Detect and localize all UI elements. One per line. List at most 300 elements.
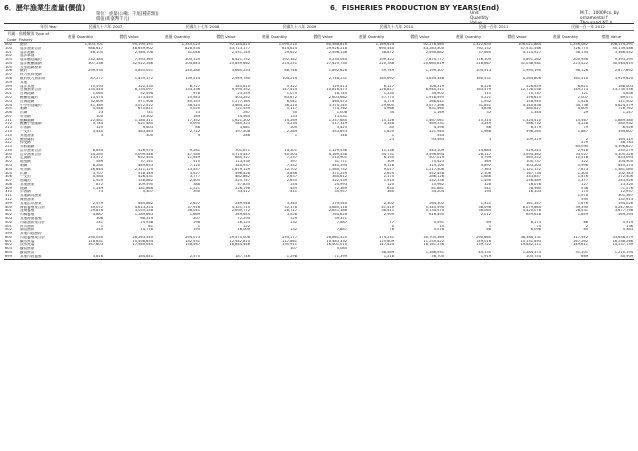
quantity-cell: 76 bbox=[389, 228, 394, 232]
row-type: 大型拖網漁業 bbox=[20, 65, 42, 69]
row-code: 222 bbox=[5, 141, 12, 145]
value-cell: 8,421,752 bbox=[231, 58, 250, 62]
value-cell: 249,946 bbox=[235, 201, 250, 205]
quantity-cell: 309 bbox=[387, 160, 394, 164]
quantity-cell: 3,528 bbox=[286, 213, 297, 217]
value-cell: 19,842,111 bbox=[520, 243, 542, 247]
quantity-cell: 32,609 bbox=[90, 99, 103, 103]
quantity-cell: 135,440 bbox=[88, 88, 103, 92]
value-cell: 7,393,365 bbox=[134, 58, 153, 62]
value-cell: 5,134,574 bbox=[425, 209, 444, 213]
quantity-cell: 77 bbox=[389, 220, 394, 224]
row-code: 000 bbox=[5, 42, 12, 46]
value-cell: 6,098 bbox=[530, 228, 542, 232]
quantity-cell: 85 bbox=[389, 126, 394, 130]
row-code: 206 bbox=[5, 111, 12, 115]
year-header: 民國一百一年 2012 bbox=[542, 24, 634, 31]
value-cell: 5,383 bbox=[622, 228, 634, 232]
quantity-cell: 204,120 bbox=[185, 58, 200, 62]
row-type: 扒網 bbox=[20, 111, 28, 115]
value-cell: 13,730,556 bbox=[612, 88, 634, 92]
value-cell: 403,242 bbox=[235, 95, 250, 99]
quantity-cell: 2 bbox=[585, 137, 589, 141]
value-cell: 4,321,715 bbox=[231, 205, 250, 209]
quantity-cell: 36,065 bbox=[478, 209, 491, 213]
quantity-cell: 306 bbox=[96, 216, 103, 220]
row-type: 遠洋單拖 bbox=[20, 54, 35, 58]
quantity-cell: 5,744 bbox=[92, 122, 103, 126]
value-cell: 1,918,955 bbox=[425, 95, 444, 99]
value-cell: 6,173 bbox=[530, 220, 542, 224]
value-cell: 1,257,685 bbox=[328, 118, 347, 122]
quantity-cell: 0 bbox=[391, 224, 394, 228]
quantity-cell: 4 bbox=[197, 133, 200, 137]
value-cell: 95,195,151 bbox=[132, 42, 153, 46]
row-code: 301 bbox=[5, 156, 12, 160]
quantity-cell: 255,177 bbox=[282, 235, 297, 239]
value-cell: 5,420,078 bbox=[522, 209, 542, 213]
value-header: 價值 Value bbox=[492, 31, 542, 43]
quantity-cell: 1,929 bbox=[92, 179, 103, 183]
value-cell: 1,121,122 bbox=[522, 167, 542, 171]
value-cell: 28,263,540 bbox=[132, 235, 153, 239]
quantity-cell: 31,046 bbox=[187, 50, 200, 54]
quantity-cell: 6,654 bbox=[92, 148, 103, 152]
quantity-cell: 4,966 bbox=[383, 107, 394, 111]
value-cell: 585,932 bbox=[618, 122, 634, 126]
value-cell: 741 bbox=[146, 111, 153, 115]
value-cell: 104,905 bbox=[618, 160, 634, 164]
value-cell: 517,319 bbox=[332, 122, 347, 126]
quantity-cell: 220,788 bbox=[379, 61, 394, 65]
value-cell: 13,031 bbox=[334, 114, 347, 118]
row-code: 107 bbox=[5, 73, 12, 77]
quantity-cell: 68 bbox=[486, 228, 491, 232]
value-cell: 34,902 bbox=[431, 92, 444, 96]
quantity-cell: 4,234 bbox=[286, 122, 297, 126]
row-type: 近海拖網 bbox=[20, 92, 35, 96]
quantity-cell: 133 bbox=[290, 114, 297, 118]
row-code: 102 bbox=[5, 54, 12, 58]
value-cell: 267 bbox=[243, 111, 250, 115]
value-cell: 303,203 bbox=[526, 164, 542, 167]
quantity-cell: 2,007 bbox=[577, 95, 589, 99]
quantity-cell: 290,050 bbox=[88, 235, 103, 239]
unit-quantity-amount: M.T.；1000Pcs. by ornamental f bbox=[580, 11, 619, 21]
row-code: 109 bbox=[5, 80, 12, 84]
quantity-cell: 37,916 bbox=[187, 205, 200, 209]
value-cell: 685,327 bbox=[235, 156, 250, 160]
quantity-cell: 1,345,025 bbox=[181, 42, 200, 46]
quantity-cell: 88 bbox=[195, 126, 200, 130]
value-cell: 131,913 bbox=[618, 198, 634, 202]
row-type: 其他漁業 bbox=[20, 133, 35, 137]
value-cell: 15 bbox=[439, 224, 444, 228]
quantity-cell: 9,118 bbox=[383, 164, 394, 167]
value-cell: 4,169,538 bbox=[328, 152, 347, 156]
row-code: 202 bbox=[5, 95, 12, 99]
quantity-cell: 15,593 bbox=[90, 84, 103, 88]
quantity-cell: 2,627 bbox=[189, 201, 200, 205]
row-code: 304 bbox=[5, 167, 12, 171]
quantity-cell: 2,175 bbox=[383, 175, 394, 179]
quantity-cell: 1,859 bbox=[577, 213, 589, 217]
quantity-cell: 1,521 bbox=[480, 201, 491, 205]
quantity-cell: 29,878 bbox=[90, 209, 103, 213]
quantity-cell: 35,072 bbox=[90, 205, 103, 209]
row-code: 230 bbox=[5, 148, 12, 152]
quantity-header: 產量 Quantity bbox=[542, 31, 589, 43]
value-cell: 465,862 bbox=[138, 201, 153, 205]
quantity-cell: 2,637 bbox=[286, 175, 297, 179]
value-cell: 1,621,202 bbox=[231, 118, 250, 122]
quantity-cell: 13 bbox=[195, 111, 200, 115]
row-code: 306 bbox=[5, 175, 12, 179]
row-type: 海面養殖業合計 bbox=[20, 205, 46, 209]
value-cell: 68,319 bbox=[140, 216, 153, 220]
quantity-cell: 34,736 bbox=[575, 103, 589, 107]
row-type: 一支釣 bbox=[20, 129, 31, 133]
value-cell: 10,463,332 bbox=[326, 239, 347, 243]
year-header: 民國九十九年 2010 bbox=[348, 24, 445, 31]
quantity-cell: 7,352 bbox=[286, 164, 297, 167]
value-cell: 675,811 bbox=[138, 107, 153, 111]
row-code: 308 bbox=[5, 182, 12, 186]
value-cell: 273,455 bbox=[138, 95, 153, 99]
value-cell: 12,728,058 bbox=[520, 88, 542, 92]
value-cell: 30,564,615 bbox=[612, 61, 634, 65]
value-cell: 105,754 bbox=[492, 255, 542, 259]
value-cell: 529,243 bbox=[526, 148, 542, 152]
quantity-cell: 726,775 bbox=[573, 46, 589, 50]
value-cell: 272,506 bbox=[618, 175, 634, 179]
quantity-cell: 161,514 bbox=[573, 77, 589, 81]
value-cell: 78,965 bbox=[528, 186, 542, 190]
row-code: 305 bbox=[5, 171, 12, 175]
row-type: 遠洋鮪延繩釣 bbox=[20, 58, 42, 62]
quantity-cell: 29,605 bbox=[381, 103, 394, 107]
quantity-cell: 5,095 bbox=[189, 122, 200, 126]
row-code: 103 bbox=[5, 58, 12, 62]
quantity-cell: 2,712 bbox=[189, 129, 200, 133]
value-cell: 6,926 bbox=[622, 126, 634, 130]
value-cell: 2,748,231 bbox=[328, 77, 347, 81]
value-cell: 5,891,262 bbox=[522, 58, 542, 62]
quantity-cell: 1,428 bbox=[577, 99, 589, 103]
value-cell: 4,140,838 bbox=[522, 103, 542, 107]
row-type: 魷釣秋刀魚兩用 bbox=[20, 77, 46, 81]
value-cell: 242,336 bbox=[429, 179, 444, 183]
year-header: 民國九十七年 2008 bbox=[154, 24, 251, 31]
quantity-cell: 241 bbox=[96, 220, 103, 224]
quantity-cell: 59,749 bbox=[381, 69, 394, 73]
value-cell: 3,077,396 bbox=[425, 103, 444, 107]
quantity-cell: 411 bbox=[290, 190, 297, 194]
row-type: 其他漁業 bbox=[20, 182, 35, 186]
value-cell: 71,576 bbox=[620, 186, 634, 190]
quantity-cell: 1 bbox=[488, 224, 491, 228]
value-cell: 40,909 bbox=[589, 255, 634, 259]
value-cell: 1,467,061 bbox=[425, 118, 444, 122]
quantity-cell: 125,609 bbox=[379, 239, 394, 243]
row-type: 遠洋漁業合計 bbox=[20, 46, 42, 50]
quantity-cell: 176,109 bbox=[476, 58, 491, 62]
quantity-cell: 38,411 bbox=[381, 209, 394, 213]
value-cell: 3,834,346 bbox=[425, 77, 444, 81]
value-cell: 37,141 bbox=[140, 160, 153, 164]
value-cell: 5,345,590 bbox=[425, 205, 444, 209]
row-type: 內陸養殖業合計 bbox=[20, 235, 46, 239]
quantity-cell: 132,931 bbox=[185, 239, 200, 243]
year-header: 民國一百年 2011 bbox=[445, 24, 542, 31]
value-cell: 3,055,158 bbox=[134, 209, 153, 213]
quantity-cell: 5,548 bbox=[92, 107, 103, 111]
value-cell: 4,636 bbox=[622, 92, 634, 96]
quantity-cell: 41,389 bbox=[90, 103, 103, 107]
value-cell: 184,841 bbox=[104, 255, 154, 259]
value-cell: 43,283,500 bbox=[423, 46, 444, 50]
quantity-cell: 240 bbox=[96, 228, 103, 232]
row-type: 巾著網 bbox=[20, 190, 31, 194]
quantity-cell: 2,405 bbox=[189, 179, 200, 183]
quantity-cell: 1 bbox=[294, 133, 297, 137]
row-code: 223 bbox=[5, 145, 12, 149]
row-type: 內灣養殖 bbox=[20, 213, 35, 217]
value-cell: 552,458 bbox=[429, 171, 444, 175]
value-cell: 3,677,798 bbox=[614, 209, 634, 213]
row-code: 302 bbox=[5, 160, 12, 164]
value-cell: 106,021,884 bbox=[518, 42, 542, 46]
value-cell: 1,247 bbox=[622, 111, 634, 115]
value-header: 價值 Value bbox=[395, 31, 445, 43]
page-title-chinese: 6．歷年漁業生產量(價值) bbox=[4, 4, 86, 12]
value-cell: 256,489 bbox=[526, 179, 542, 183]
row-code: 221 bbox=[5, 137, 12, 141]
row-type: 沿岸漁業合計 bbox=[20, 148, 42, 152]
value-cell: 129,413 bbox=[332, 84, 347, 88]
quantity-cell: 37,665 bbox=[478, 50, 491, 54]
quantity-header: 產量 Quantity bbox=[445, 31, 492, 43]
quantity-cell: 167,262 bbox=[573, 239, 589, 243]
quantity-cell: 63,672 bbox=[284, 95, 297, 99]
quantity-cell: 132 bbox=[290, 228, 297, 232]
value-cell: 445,394 bbox=[332, 164, 347, 167]
value-cell: 394,607 bbox=[618, 129, 634, 133]
quantity-cell: 7,363 bbox=[480, 167, 491, 171]
quantity-cell: 13,572 bbox=[90, 156, 103, 160]
value-cell: 2,851,186 bbox=[328, 209, 347, 213]
quantity-cell: 5,996 bbox=[577, 164, 589, 167]
quantity-cell: 1,221 bbox=[189, 186, 200, 190]
row-type: 延繩釣 bbox=[20, 179, 31, 183]
value-cell: 5,099,446 bbox=[134, 152, 153, 156]
value-cell: 586,732 bbox=[526, 122, 542, 126]
value-cell: 1,277,365 bbox=[231, 99, 250, 103]
value-cell: 109,590 bbox=[138, 182, 153, 186]
value-cell: 5,114,447 bbox=[231, 152, 250, 156]
value-cell: 71,399 bbox=[298, 255, 348, 259]
quantity-cell: 125 bbox=[96, 126, 103, 130]
header-corner: 年別 Year bbox=[4, 24, 57, 31]
quantity-cell: 11,136 bbox=[381, 148, 394, 152]
row-type: 拖網 bbox=[20, 186, 28, 190]
quantity-cell: 5,221 bbox=[480, 95, 491, 99]
row-code: 699 bbox=[4, 255, 19, 259]
quantity-cell: 8,285 bbox=[92, 164, 103, 167]
value-cell: 29,475,006 bbox=[229, 235, 250, 239]
row-code: 203 bbox=[5, 99, 12, 103]
quantity-cell: 1,075 bbox=[286, 92, 297, 96]
quantity-cell: 13,474 bbox=[90, 95, 103, 99]
value-cell: 319,105 bbox=[429, 164, 444, 167]
quantity-cell: 17,352 bbox=[187, 118, 200, 122]
quantity-cell: 192,342 bbox=[282, 58, 297, 62]
value-cell: 1,524,410 bbox=[522, 118, 542, 122]
row-type: 雜魚漁業 bbox=[20, 198, 35, 202]
quantity-cell: 1,988 bbox=[480, 129, 491, 133]
quantity-cell: 133,336 bbox=[185, 88, 200, 92]
unit-quantity: Quantity bbox=[470, 16, 489, 21]
value-cell: 8,940,311 bbox=[425, 88, 444, 92]
row-code: 311 bbox=[5, 194, 12, 198]
quantity-cell: 175 bbox=[581, 190, 589, 194]
row-code: 399 bbox=[5, 201, 12, 205]
value-cell: 2,490,882 bbox=[425, 50, 444, 54]
quantity-cell: 388 bbox=[193, 182, 200, 186]
row-type: 河川漁撈 bbox=[20, 224, 35, 228]
quantity-cell: 7,873 bbox=[577, 167, 589, 171]
value-cell: 226,198 bbox=[235, 186, 250, 190]
quantity-cell: 199,322 bbox=[379, 58, 394, 62]
quantity-cell: 121 bbox=[581, 92, 589, 96]
row-type: 魷釣 bbox=[20, 69, 28, 73]
value-cell: 971,908 bbox=[138, 99, 153, 103]
page-title-english: 6．FISHERIES PRODUCTION BY YEARS(End) bbox=[330, 4, 500, 12]
value-cell: 92,276,465 bbox=[423, 42, 444, 46]
value-cell: 3,596,694 bbox=[425, 152, 444, 156]
value-cell: 580,817 bbox=[526, 107, 542, 111]
value-cell: 9,594,352 bbox=[231, 88, 250, 92]
quantity-cell: 1,322,835 bbox=[472, 42, 491, 46]
value-cell: 1,889,380 bbox=[614, 118, 634, 122]
value-cell: 300 bbox=[146, 133, 153, 137]
quantity-cell: 2,620 bbox=[383, 171, 394, 175]
quantity-header: 產量 Quantity bbox=[251, 31, 298, 43]
quantity-cell: 66 bbox=[583, 220, 589, 224]
value-cell: 12,442,815 bbox=[229, 239, 250, 243]
value-cell: 102,343 bbox=[618, 171, 634, 175]
row-code: 212 bbox=[5, 122, 12, 126]
quantity-cell: 589 bbox=[96, 160, 103, 164]
value-cell: 344,937 bbox=[235, 164, 250, 167]
quantity-cell: 16,644 bbox=[90, 167, 103, 171]
quantity-cell: 32,378 bbox=[284, 205, 297, 209]
value-cell: 569,294 bbox=[618, 213, 634, 217]
value-cell: 92,144,815 bbox=[229, 42, 250, 46]
row-type: 鯖鰺圍網 bbox=[20, 118, 35, 122]
quantity-cell: 34 bbox=[389, 111, 394, 115]
row-type: 其他沿岸漁業 bbox=[20, 201, 42, 205]
quantity-cell: 360 bbox=[387, 190, 394, 194]
value-cell: 4,613,224 bbox=[134, 205, 153, 209]
quantity-cell: 6,117 bbox=[383, 84, 394, 88]
quantity-cell: 1 bbox=[391, 133, 394, 137]
quantity-cell: 1,919 bbox=[445, 255, 492, 259]
quantity-cell: 14,301 bbox=[284, 148, 297, 152]
value-cell: 1,199,307 bbox=[425, 69, 444, 73]
value-cell: 3,664,142 bbox=[231, 103, 250, 107]
value-cell: 3,374,240 bbox=[328, 103, 347, 107]
value-cell: 652,454 bbox=[138, 156, 153, 160]
quantity-cell: 240,280 bbox=[185, 69, 200, 73]
value-cell: 113,530 bbox=[235, 160, 250, 164]
row-type: 焚寄網 bbox=[20, 114, 31, 118]
unit-value-amount: Thousand NT $ bbox=[580, 21, 613, 26]
value-cell: 10,498,654 bbox=[132, 239, 153, 243]
value-cell: 16,123 bbox=[237, 220, 250, 224]
quantity-cell: 15,314 bbox=[478, 118, 491, 122]
value-cell: 81,881 bbox=[431, 186, 444, 190]
value-cell: 364,612 bbox=[332, 175, 347, 179]
quantity-cell: 139,722 bbox=[476, 243, 491, 247]
quantity-cell: 38,569 bbox=[381, 250, 394, 254]
value-cell: 833,093 bbox=[618, 156, 634, 160]
quantity-cell: 299,935 bbox=[88, 69, 103, 73]
quantity-cell: 792,132 bbox=[476, 46, 491, 50]
quantity-cell: 117,861 bbox=[282, 239, 297, 243]
quantity-cell: 132 bbox=[290, 220, 297, 224]
quantity-cell: 128 bbox=[484, 182, 491, 186]
value-cell: 1,289,663 bbox=[134, 213, 153, 217]
value-cell: 25,859,662 bbox=[229, 61, 250, 65]
quantity-cell: 115 bbox=[484, 92, 491, 96]
value-cell: 349,645 bbox=[235, 213, 250, 217]
quantity-cell: 690,540 bbox=[379, 46, 394, 50]
row-code: 309 bbox=[5, 186, 12, 190]
row-type: 淺海養殖 bbox=[20, 209, 35, 213]
row-type: 近海漁業合計 bbox=[20, 88, 42, 92]
quantity-cell: 1 bbox=[197, 224, 200, 228]
value-cell: 10,747 bbox=[528, 92, 542, 96]
value-cell: 7,887 bbox=[336, 220, 347, 224]
value-cell: 15,962 bbox=[431, 182, 444, 186]
quantity-cell: 40,155 bbox=[187, 99, 200, 103]
value-header: 價值 Value bbox=[589, 31, 634, 43]
quantity-cell: 120 bbox=[387, 182, 394, 186]
value-cell: 4,855,051 bbox=[134, 69, 153, 73]
quantity-cell: 3,228 bbox=[577, 122, 589, 126]
quantity-cell: 218,667 bbox=[476, 61, 491, 65]
quantity-cell: 988,617 bbox=[88, 46, 103, 50]
value-cell: 2,311,124 bbox=[134, 167, 153, 171]
row-type: 赤鯮圍網 bbox=[20, 145, 35, 149]
value-cell: 5,576 bbox=[433, 228, 444, 232]
value-cell: 57,835 bbox=[237, 182, 250, 186]
quantity-cell: 204,843 bbox=[185, 61, 200, 65]
quantity-cell: 163,579 bbox=[476, 88, 491, 92]
row-type: 總計 bbox=[20, 42, 28, 46]
value-cell: 18,248,266 bbox=[612, 239, 634, 243]
quantity-cell: 36,134 bbox=[575, 50, 589, 54]
value-cell: 26,861,525 bbox=[326, 235, 347, 239]
value-cell: 460,473 bbox=[332, 99, 347, 103]
quantity-cell: 1,169,624 bbox=[375, 42, 394, 46]
value-cell: 18,161,236 bbox=[423, 243, 444, 247]
quantity-cell: 7,237 bbox=[286, 156, 297, 160]
value-cell: 510,901 bbox=[332, 156, 347, 160]
value-cell: 2,677,692 bbox=[614, 69, 634, 73]
quantity-cell: 23 bbox=[98, 111, 103, 115]
